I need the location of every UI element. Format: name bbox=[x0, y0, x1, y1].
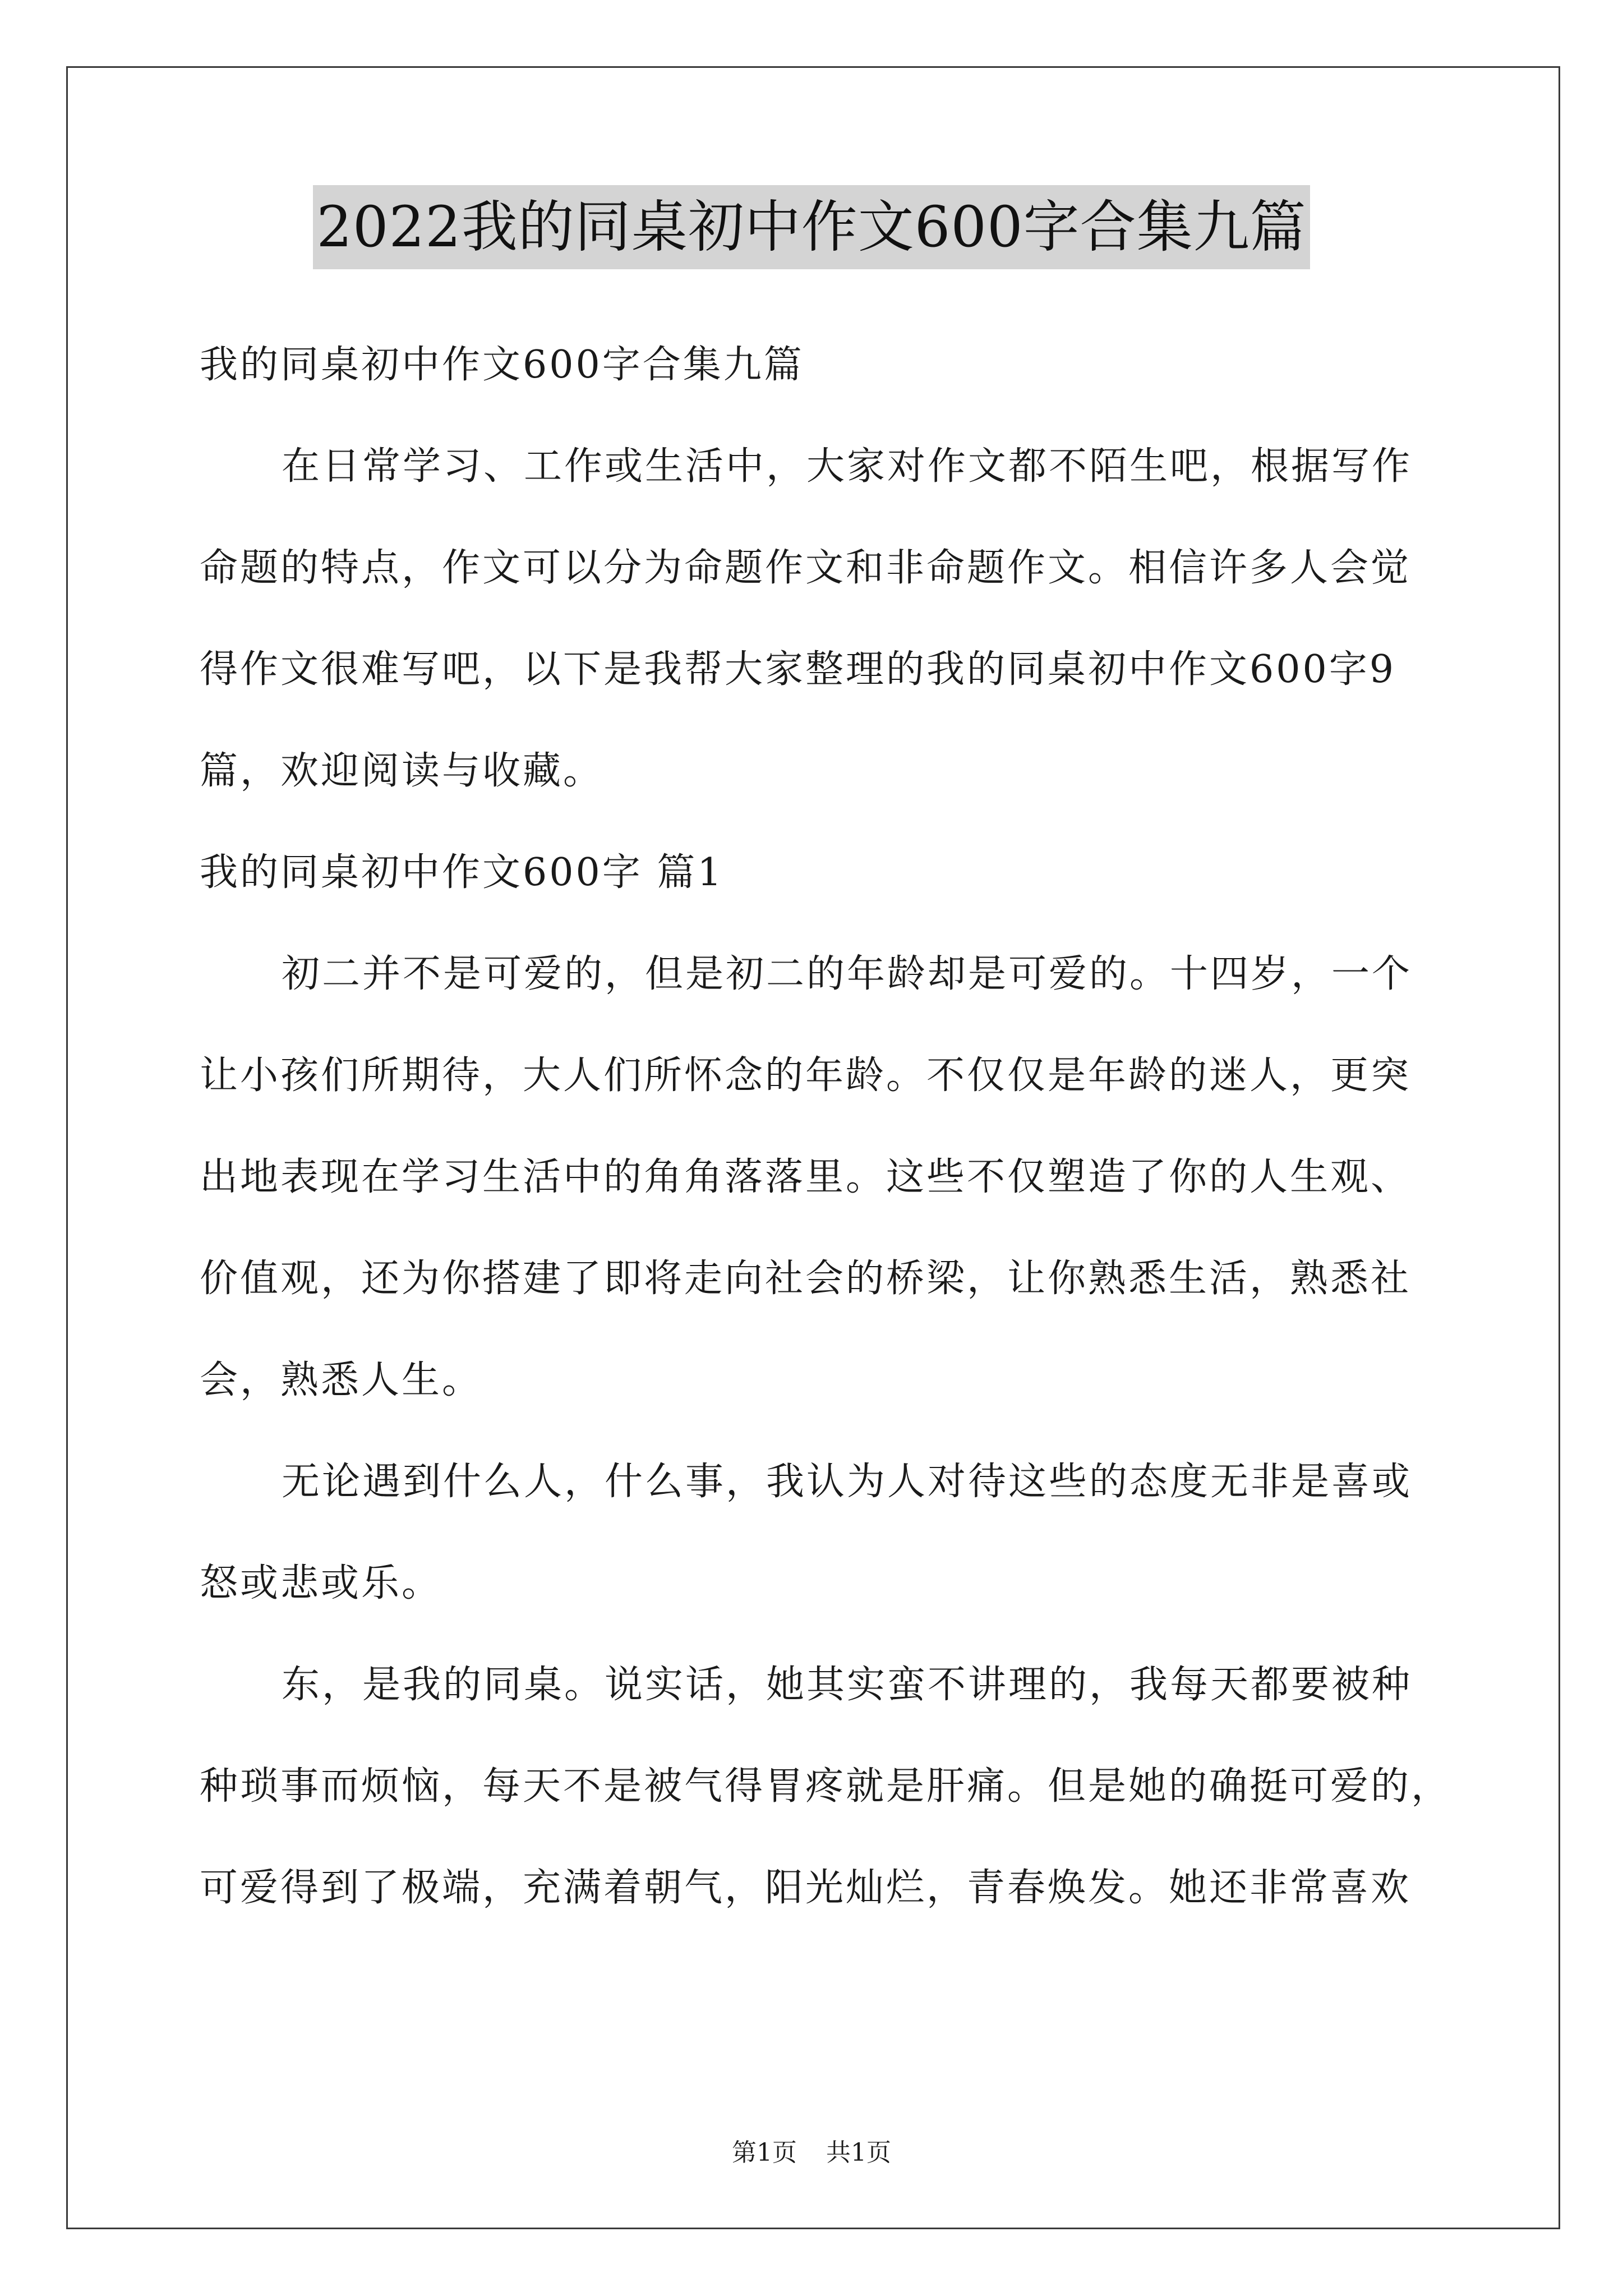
text-line: 初二并不是可爱的，但是初二的年龄却是可爱的。十四岁，一个 bbox=[282, 952, 1413, 996]
text-line: 东，是我的同桌。说实话，她其实蛮不讲理的，我每天都要被种 bbox=[282, 1663, 1413, 1707]
text-line: 出地表现在学习生活中的角角落落里。这些不仅塑造了你的人生观、 bbox=[200, 1155, 1412, 1199]
text-line: 种琐事而烦恼，每天不是被气得胃疼就是肝痛。但是她的确挺可爱的， bbox=[200, 1764, 1452, 1809]
page-footer bbox=[0, 2136, 1623, 2170]
text-line: 可爱得到了极端，充满着朝气，阳光灿烂，青春焕发。她还非常喜欢 bbox=[200, 1866, 1412, 1910]
text-line: 让小孩们所期待，大人们所怀念的年龄。不仅仅是年龄的迷人，更突 bbox=[200, 1053, 1412, 1098]
title-area bbox=[0, 185, 1623, 269]
text-line: 命题的特点，作文可以分为命题作文和非命题作文。相信许多人会觉 bbox=[200, 546, 1412, 590]
text-line: 我的同桌初中作文600字 篇1 bbox=[200, 850, 724, 895]
text-line: 怒或悲或乐。 bbox=[200, 1561, 442, 1605]
text-line: 无论遇到什么人，什么事，我认为人对待这些的态度无非是喜或 bbox=[282, 1460, 1413, 1504]
text-line: 价值观，还为你搭建了即将走向社会的桥梁，让你熟悉生活，熟悉社 bbox=[200, 1257, 1412, 1301]
text-line: 我的同桌初中作文600字合集九篇 bbox=[200, 343, 804, 387]
text-line: 篇，欢迎阅读与收藏。 bbox=[200, 749, 604, 793]
text-line: 在日常学习、工作或生活中，大家对作文都不陌生吧，根据写作 bbox=[282, 444, 1413, 489]
page-total: 共1页 bbox=[826, 2138, 891, 2167]
page-number: 第1页 bbox=[732, 2138, 797, 2167]
text-line: 会，熟悉人生。 bbox=[200, 1358, 483, 1402]
document-body bbox=[200, 314, 1452, 1939]
document-title: 2022我的同桌初中作文600字合集九篇 bbox=[313, 185, 1310, 269]
text-line: 得作文很难写吧，以下是我帮大家整理的我的同桌初中作文600字9 bbox=[200, 647, 1396, 692]
